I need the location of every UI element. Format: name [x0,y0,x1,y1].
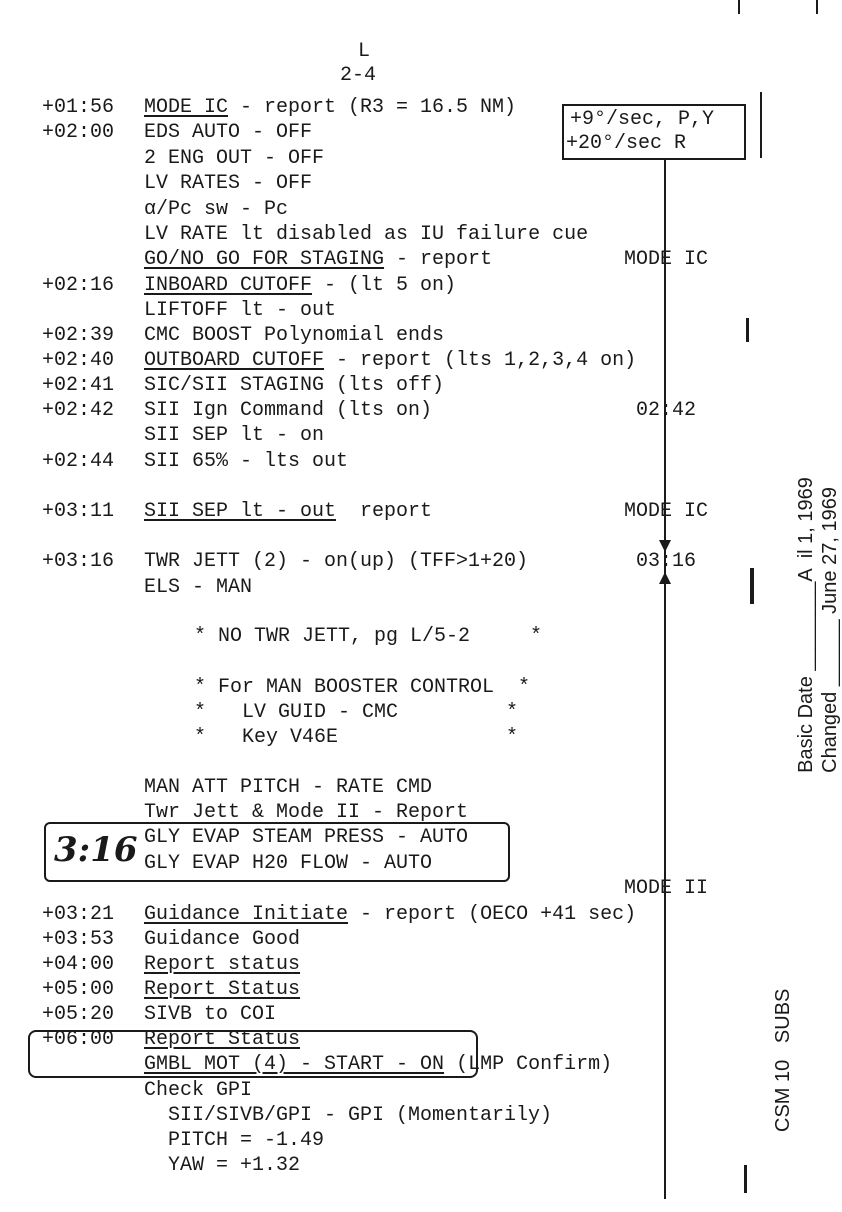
step-text: SII Ign Command (lts on) [144,399,433,422]
change-bar [746,318,749,342]
time-stamp: +03:53 [42,928,115,951]
step-text: MAN ATT PITCH - RATE CMD [144,776,433,799]
time-stamp: +05:00 [42,978,115,1001]
step-text: EDS AUTO - OFF [144,121,313,144]
step-text: Check GPI [144,1079,253,1102]
step-text: GLY EVAP H20 FLOW - AUTO [144,852,433,875]
callout-line-1: +9°/sec, P,Y [570,108,715,131]
time-stamp: +02:42 [42,399,115,422]
step-text: ELS - MAN [144,576,253,599]
step-keyword: OUTBOARD CUTOFF [144,349,325,372]
step-text: - report (R3 = 16.5 NM) [228,96,517,119]
mode-marker: MODE IC [624,248,709,271]
basic-date-line: Basic Date ________A il 1, 1969 [795,477,817,773]
step-keyword: MODE IC [144,96,229,119]
note-text: * NO TWR JETT, pg L/5-2 * [194,625,543,648]
step-text: PITCH = -1.49 [168,1129,325,1152]
right-margin-bar [760,92,762,158]
step-keyword: Report Status [144,1028,301,1051]
step-label [144,274,456,298]
step-text: - (lt 5 on) [312,274,457,297]
step-text: - report (OECO +41 sec) [348,903,637,926]
step-label [144,96,516,120]
step-keyword: GMBL MOT (4) - START - ON [144,1053,445,1076]
section-letter: L [358,40,371,63]
step-text: SIVB to COI [144,1003,277,1026]
step-text: (LMP Confirm) [444,1053,613,1076]
callout-line-2: +20°/sec R [566,132,687,155]
time-stamp: +03:11 [42,500,115,523]
step-keyword: INBOARD CUTOFF [144,274,313,297]
time-stamp: +03:21 [42,903,115,926]
time-stamp: +03:16 [42,550,115,573]
step-text: LV RATE lt disabled as IU failure cue [144,223,589,246]
step-text: - report [384,248,493,271]
changed-date-line: Changed ______ June 27, 1969 [819,487,841,773]
changed-label: Changed [819,691,841,773]
step-label [144,1053,612,1077]
corner-tick [816,0,818,14]
step-text: - report (lts 1,2,3,4 on) [324,349,637,372]
change-bar [744,1165,747,1193]
time-stamp: +02:00 [42,121,115,144]
mode-marker: MODE IC [624,500,709,523]
step-keyword: Report status [144,953,301,976]
step-keyword: Report Status [144,978,301,1001]
document-id: CSM 10 SUBS [772,988,794,1132]
step-text: YAW = +1.32 [168,1154,301,1177]
note-text: * For MAN BOOSTER CONTROL * [194,676,531,699]
time-stamp: +02:41 [42,374,115,397]
step-text: LIFTOFF lt - out [144,299,337,322]
step-text: Twr Jett & Mode II - Report [144,801,469,824]
step-text: CMC BOOST Polynomial ends [144,324,445,347]
step-label [144,903,636,927]
step-label [144,1028,300,1052]
step-text: SIC/SII STAGING (lts off) [144,374,445,397]
time-stamp: +02:39 [42,324,115,347]
step-text: TWR JETT (2) - on(up) (TFF>1+20) [144,550,529,573]
step-text: α/Pc sw - Pc [144,198,289,221]
step-text: LV RATES - OFF [144,172,313,195]
step-text: Guidance Good [144,928,301,951]
mode-marker: MODE II [624,877,709,900]
step-keyword: GO/NO GO FOR STAGING [144,248,385,271]
handwritten-note: 3:16 [54,830,138,870]
time-stamp: +04:00 [42,953,115,976]
step-text: 2 ENG OUT - OFF [144,147,325,170]
note-text: * Key V46E * [194,726,519,749]
time-marker: 03:16 [636,550,697,573]
step-keyword: Guidance Initiate [144,903,349,926]
basic-date-label: Basic Date [795,676,817,773]
step-text: SII SEP lt - on [144,424,325,447]
step-text: SII 65% - lts out [144,450,349,473]
change-bar [750,568,754,604]
step-keyword: SII SEP lt - out [144,500,337,523]
note-text: * LV GUID - CMC * [194,701,519,724]
step-label [144,349,636,373]
step-label [144,953,300,977]
time-stamp: +02:16 [42,274,115,297]
step-label [144,248,492,272]
time-stamp: +06:00 [42,1028,115,1051]
time-stamp: +02:40 [42,349,115,372]
step-text: report [336,500,433,523]
timeline-line [664,154,666,1199]
time-stamp: +05:20 [42,1003,115,1026]
corner-tick [738,0,740,14]
time-marker: 02:42 [636,399,697,422]
step-label [144,978,300,1002]
rate-callout [562,104,746,160]
step-label [144,500,432,524]
time-stamp: +01:56 [42,96,115,119]
basic-date-value: A il 1, 1969 [795,477,817,582]
changed-date-value: June 27, 1969 [819,487,841,614]
step-text: SII/SIVB/GPI - GPI (Momentarily) [168,1104,553,1127]
step-text: GLY EVAP STEAM PRESS - AUTO [144,826,469,849]
time-stamp: +02:44 [42,450,115,473]
page-number: 2-4 [340,64,377,87]
